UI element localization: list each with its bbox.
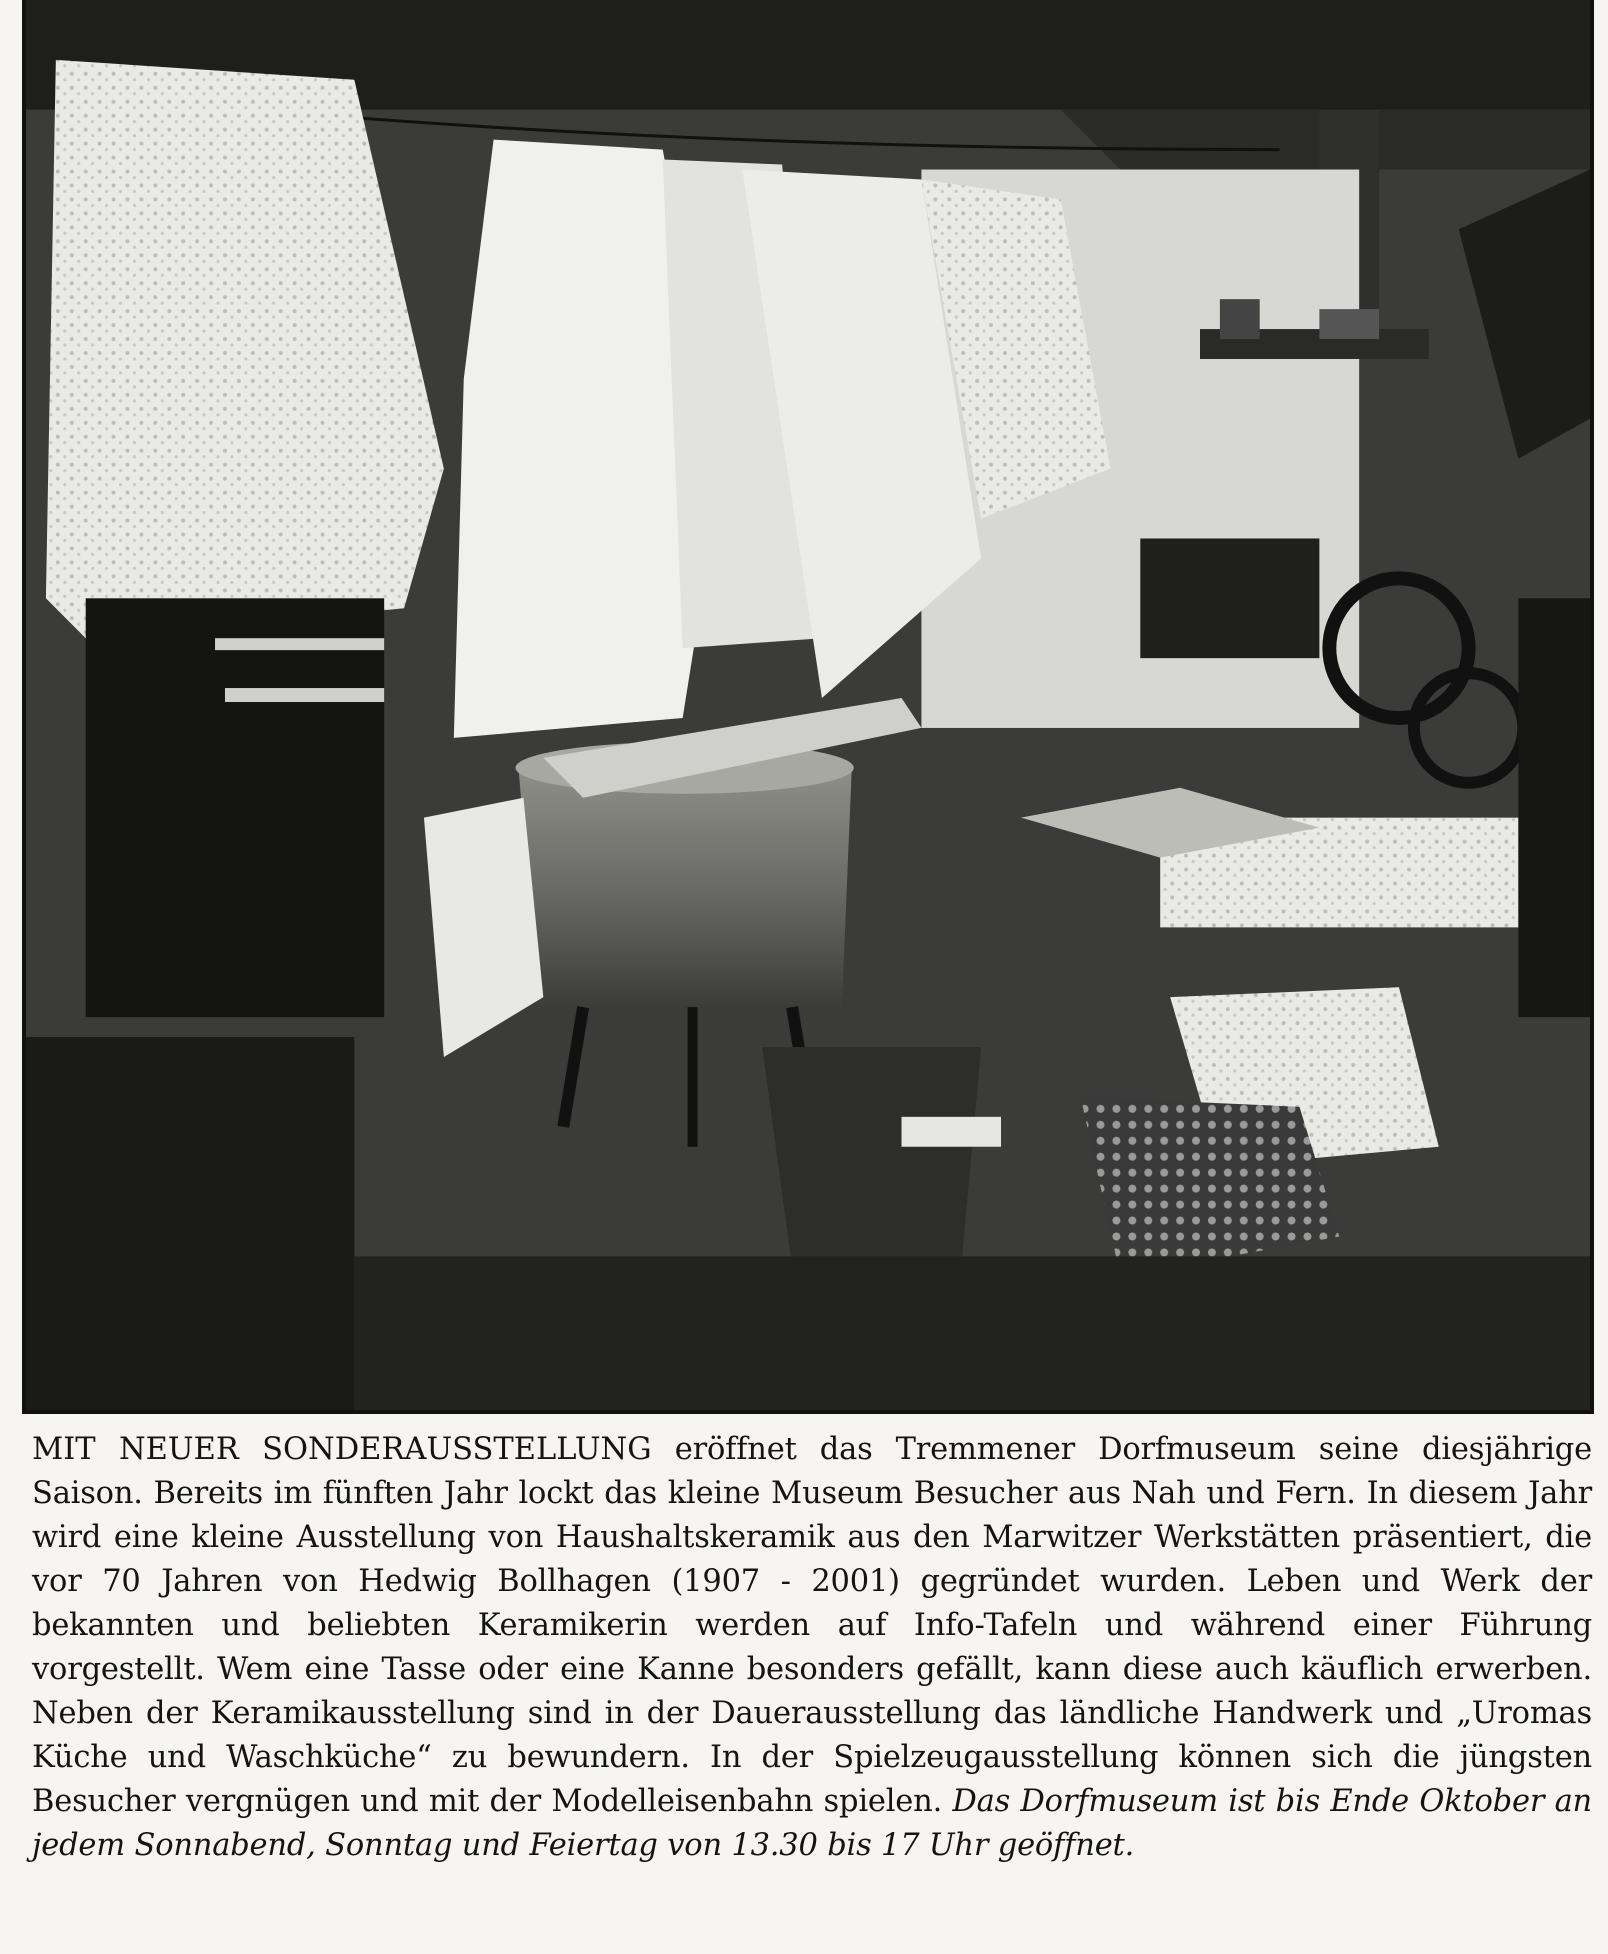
exhibit-photo bbox=[22, 0, 1594, 1414]
caption-body: eröffnet das Tremmener Dorfmuseum seine diesjährige Saison. Bereits im fünften Jahr lockt das kleine Museum Besucher aus Nah und Fern. In diesem Jahr wird eine kleine Ausstellung von Haushaltskeramik aus den Marwitzer Werkstätten präsentiert, die vor 70 Jahren von Hedwig Bollhagen (1907 - 2001) gegründet wurden. Leben und Werk der bekannten und beliebten Keramikerin werden auf Info-Tafeln und während einer Führung vorgestellt. Wem eine Tasse oder eine Kanne besonders gefällt, kann diese auch käuflich erwerben. Neben der Keramikausstellung sind in der Dauerausstellung das ländliche Handwerk und „Uromas Küche und Waschküche“ zu bewundern. In der Spielzeugausstellung können sich die jüngsten Besucher vergnügen und mit der Modelleisenbahn spielen. bbox=[32, 1432, 1592, 1819]
laundry-exhibit-illustration bbox=[26, 0, 1590, 1410]
mangle-machine bbox=[1140, 538, 1319, 658]
floor bbox=[354, 1256, 1590, 1410]
photo-caption bbox=[32, 1428, 1592, 1948]
caption-lead: MIT NEUER SONDERAUSSTELLUNG bbox=[32, 1432, 652, 1467]
bucket bbox=[762, 1047, 981, 1266]
wash-tub bbox=[518, 768, 851, 1007]
caption-opening-hours: Das Dorfmuseum ist bis Ende Oktober an jedem Sonnabend, Sonntag und Feiertag von 13.30 bis 17 Uhr geöffnet. bbox=[32, 1784, 1592, 1863]
dark-cabinet bbox=[86, 598, 384, 1017]
